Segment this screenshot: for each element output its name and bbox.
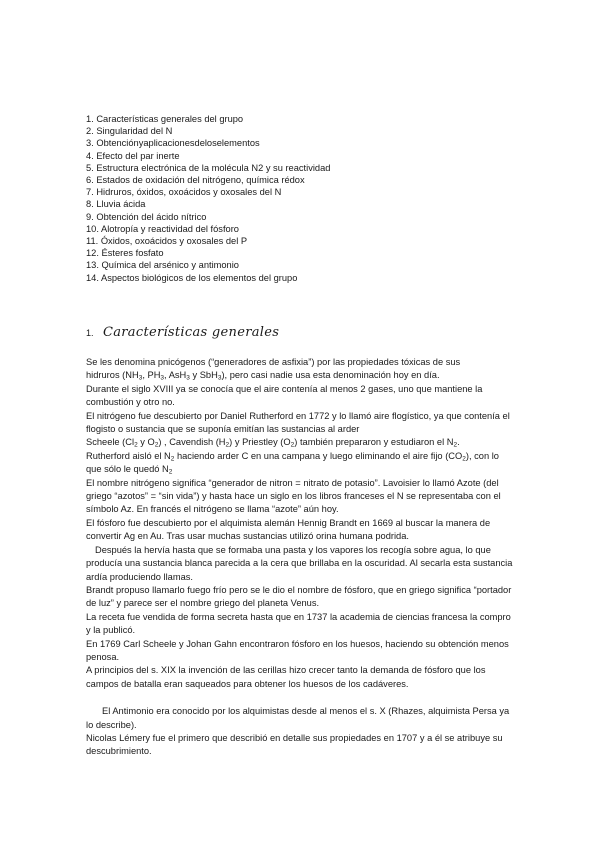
toc-item: 3. Obtenciónyaplicacionesdeloselementos	[86, 138, 260, 149]
subscript: 2	[134, 441, 138, 449]
subscript: 2	[170, 455, 175, 463]
formula: PH	[147, 370, 161, 381]
text-run: El nitrógeno fue descubierto por Daniel Rutherford en 1772 y lo llamó aire flogístico, ya que contenía el flogisto o sustancia que se suponía emitían las sustancias al arder	[86, 410, 510, 435]
paragraph: El nitrógeno fue descubierto por Daniel Rutherford en 1772 y lo llamó aire flogístico, ya que contenía el flogisto o sustancia que se suponía emitían las sustancias al arder Scheele ($Cl_2$ y $O_2$) , Cavendish $(H_2)$ y Priestley $(O_2)$ también prepararon y estudiaron el $N_2$.	[86, 410, 510, 449]
paragraph: La receta fue vendida de forma secreta hasta que en 1737 la academia de ciencias francesa la compro y la publicó.	[86, 611, 511, 636]
text-run: ), con lo que sólo le quedó N	[86, 450, 499, 475]
text-run: ) , Cavendish (H	[158, 437, 226, 448]
text-run: y O	[137, 437, 155, 448]
section-number: 1.	[86, 328, 94, 338]
subscript: 3	[217, 374, 222, 382]
paragraph: En 1769 Carl Scheele y Johan Gahn encontraron fósforo en los huesos, haciendo su obtención menos penosa.	[86, 638, 509, 662]
toc-item: 2. Singularidad del N	[86, 126, 173, 137]
text-run: Scheele (Cl	[86, 437, 135, 448]
subscript: 3	[160, 374, 165, 382]
toc-item: 5. Estructura electrónica de la molécula N2 y su reactividad	[86, 162, 331, 173]
text-run: Rutherford aisló el N	[86, 450, 171, 461]
paragraph: Brandt propuso llamarlo fuego frío pero se le dio el nombre de fósforo, que en griego significa “portador de luz” y parece ser el nombre griego del planeta Venus.	[86, 584, 512, 609]
text-run: ) y Priestley (O	[229, 437, 291, 448]
toc-item: 10. Alotropía y reactividad del fósforo	[86, 223, 239, 234]
subscript: 2	[462, 455, 466, 463]
paragraph: Se les denomina pnicógenos (“generadores de asfixia”) por las propiedades tóxicas de sus hidruros ($NH_3$, $PH_3$, AsH$_3$ y SbH$_3$), pero casi nadie usa esta denominación hoy en día.	[86, 357, 461, 382]
toc-item: 8. Lluvia ácida	[86, 199, 146, 210]
formula: SbH	[199, 370, 218, 381]
table-of-contents	[86, 113, 526, 284]
section-title: Características generales	[103, 325, 280, 340]
text-run: Se les denomina pnicógenos (“generadores de asfixia”) por las propiedades tóxicas de sus	[86, 357, 461, 367]
toc-item: 4. Efecto del par inerte	[86, 150, 180, 161]
text-run: ) también prepararon y estudiaron el N	[294, 437, 454, 448]
paragraph	[86, 450, 516, 477]
toc-item: 12. Ésteres fosfato	[86, 248, 164, 259]
subscript: 2	[168, 468, 173, 476]
paragraph: El fósforo fue descubierto por el alquimista alemán Hennig Brandt en 1669 al buscar la manera de convertir Ag en Au. Tras usar muchas sustancias utilizó orina humana podrida.	[86, 517, 491, 542]
toc-item: 6. Estados de oxidación del nitrógeno, química rédox	[86, 175, 305, 186]
paragraph: Durante el siglo XVIII ya se conocía que el aire contenía al menos 2 gases, uno que mantiene la combustión y otro no.	[86, 383, 483, 408]
paragraph: El Antimonio era conocido por los alquimistas desde al menos el s. X (Rhazes, alquimista Persa ya lo describe).	[86, 706, 510, 730]
paragraph: El nombre nitrógeno significa “generador de nitron = nitrato de potasio”. Lavoisier lo llamó Azote (del griego “azotos” = “sin vida”) y hasta hace un siglo en los libros franceses el N se representaba con el símbolo Az. En francés el nitrógeno se llama “azote” aún hoy.	[86, 477, 501, 515]
toc-item: 7. Hidruros, óxidos, oxoácidos y oxosales del N	[86, 187, 282, 198]
subscript: 2	[154, 441, 159, 449]
paragraph: Nicolas Lémery fue el primero que describió en detalle sus propiedades en 1707 y a él se atribuye su descubrimiento.	[86, 732, 503, 757]
toc-item: 13. Química del arsénico y antimonio	[86, 260, 239, 271]
subscript: 3	[138, 374, 143, 382]
text-run: hidruros (NH	[86, 370, 139, 381]
paragraph: A principios del s. XIX la invención de las cerillas hizo crecer tanto la demanda de fósforo que los campos de batalla eran saqueados para obtener los huesos de los cadáveres.	[86, 665, 486, 689]
subscript: 2	[225, 441, 230, 449]
toc-item: 9. Obtención del ácido nítrico	[86, 211, 207, 222]
subscript: 2	[453, 441, 458, 449]
toc-item: 1. Características generales del grupo	[86, 114, 244, 124]
formula: AsH	[168, 370, 187, 381]
subscript: 3	[186, 374, 190, 382]
toc-item: 14. Aspectos biológicos de los elementos del grupo	[86, 272, 298, 283]
toc-item: 11. Óxidos, oxoácidos y oxosales del P	[86, 236, 248, 247]
subscript: 2	[290, 441, 295, 449]
paragraph: Después la hervía hasta que se formaba una pasta y los vapores los recogía sobre agua, lo que producía una sustancia blanca parecida a la cera que brillaba en la oscuridad. Al secarla esta sustancia ardía produciendo llamas.	[86, 544, 513, 582]
text-run: haciendo arder C en una campana y luego eliminando el aire fijo (CO	[174, 450, 463, 461]
section-heading	[86, 325, 279, 340]
text-run: ), pero casi nadie usa esta denominación hoy en día.	[221, 370, 440, 381]
body-text	[86, 356, 516, 759]
